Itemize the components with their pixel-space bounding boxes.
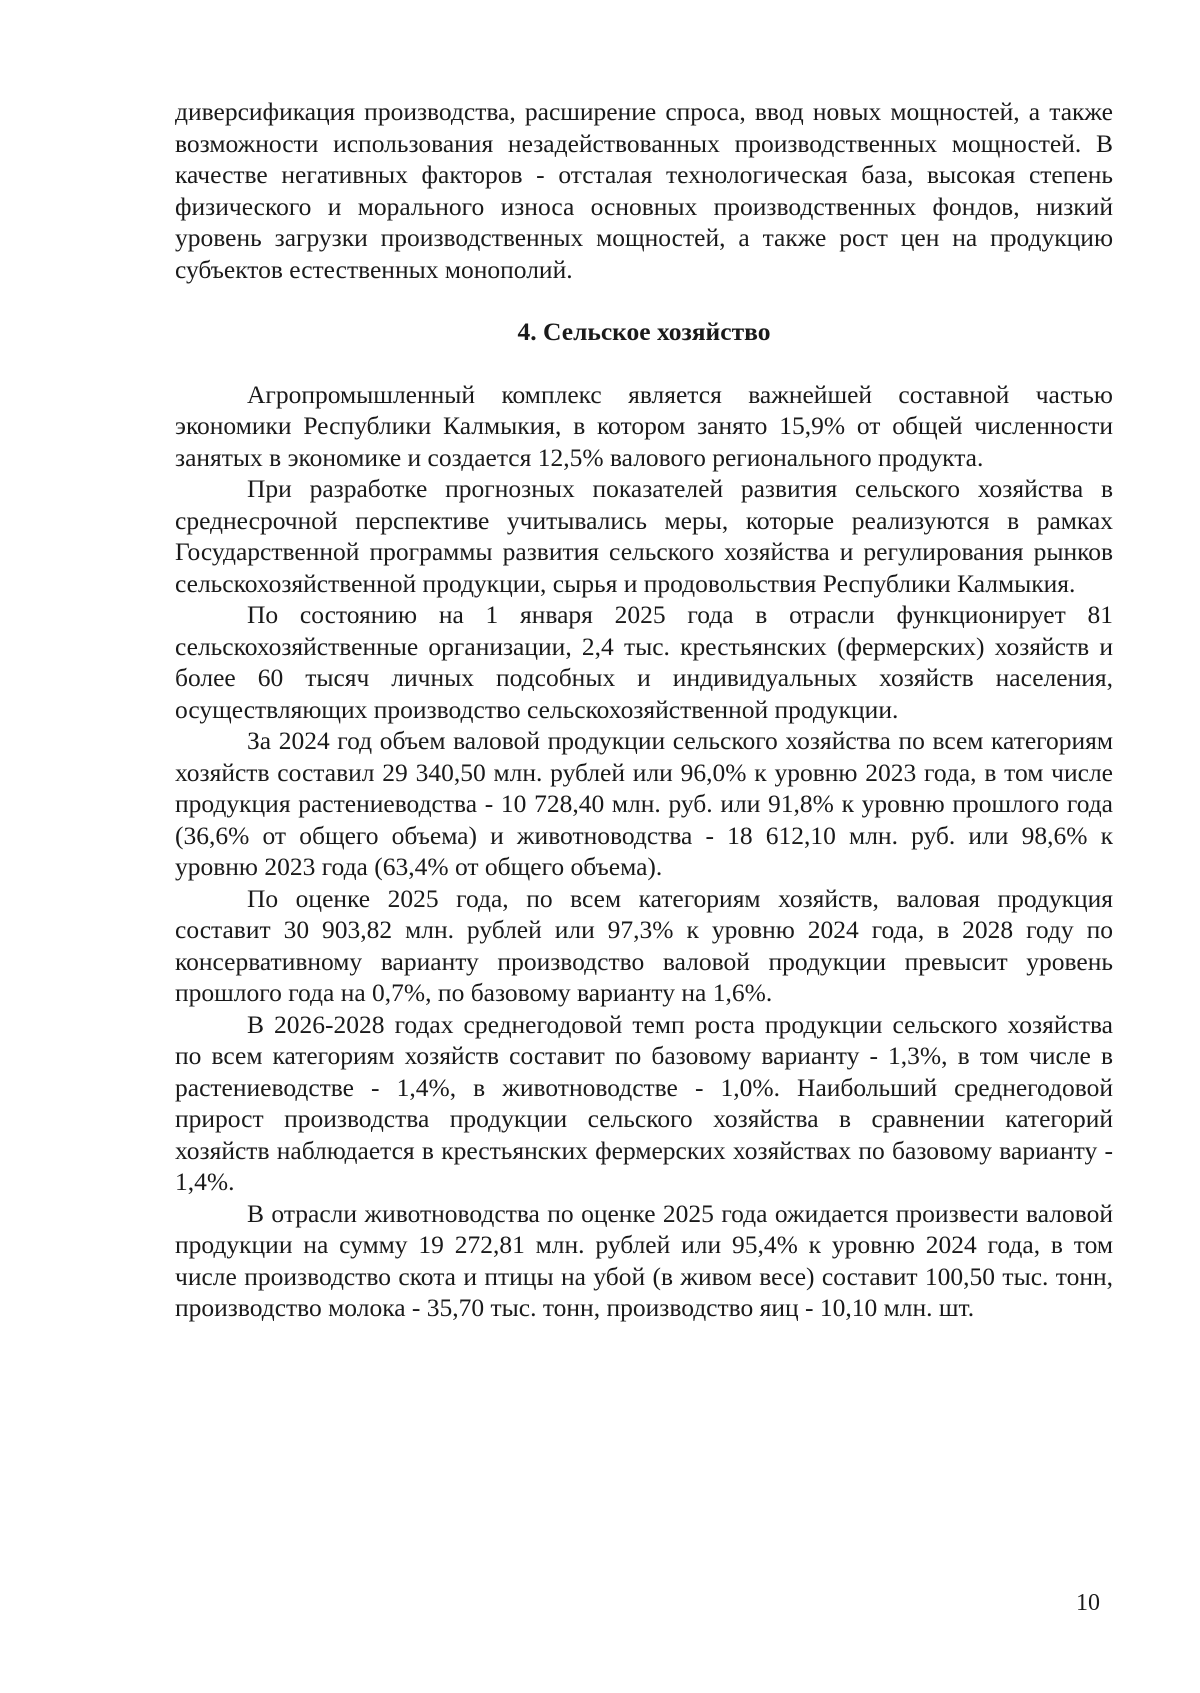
paragraph-estimate-2025: По оценке 2025 года, по всем категориям хозяйств, валовая продукция составит 30 903,82 млн. рублей или 97,3% к уровню 2024 года, в 2028 году по консервативному варианту производство валовой продукции превысит уровень прошлого года на 0,7%, по базовому варианту на 1,6%. bbox=[175, 883, 1113, 1007]
paragraph-forecast-measures: При разработке прогнозных показателей развития сельского хозяйства в среднесрочной перспективе учитывались меры, которые реализуются в рамках Государственной программы развития сельского хозяйства и регулирования рынков сельскохозяйственной продукции, сырья и продовольствия Республики Калмыкия. bbox=[175, 474, 1113, 598]
paragraph-gross-output-2024: За 2024 год объем валовой продукции сельского хозяйства по всем категориям хозяйств составил 29 340,50 млн. рублей или 96,0% к уровню 2023 года, в том числе продукция растениеводства - 10 728,40 млн. руб. или 91,8% к уровню прошлого года (36,6% от общего объема) и животноводства - 18 612,10 млн. руб. или 98,6% к уровню 2023 года (63,4% от общего объема). bbox=[175, 726, 1113, 881]
section-heading: 4. Сельское хозяйство bbox=[517, 317, 771, 346]
paragraph-organizations: По состоянию на 1 января 2025 года в отрасли функционирует 81 сельскохозяйственные организации, 2,4 тыс. крестьянских (фермерских) хозяйств и более 60 тысяч личных подсобных и индивидуальных хозяйств населения, осуществляющих производство сельскохозяйственной продукции. bbox=[175, 600, 1113, 724]
paragraph-livestock: В отрасли животноводства по оценке 2025 года ожидается произвести валовой продукции на сумму 19 272,81 млн. рублей или 95,4% к уровню 2024 года, в том числе производство скота и птицы на убой (в живом весе) составит 100,50 тыс. тонн, производство молока - 35,70 тыс. тонн, производство яиц - 10,10 млн. шт. bbox=[175, 1198, 1113, 1322]
page-number: 10 bbox=[1076, 1590, 1100, 1616]
paragraph-growth-2026-2028: В 2026-2028 годах среднегодовой темп роста продукции сельского хозяйства по всем категориям хозяйств составит по базовому варианту - 1,3%, в том числе в растениеводстве - 1,4%, в животноводстве - 1,0%. Наибольший среднегодовой прирост производства продукции сельского хозяйства в сравнении категорий хозяйств наблюдается в крестьянских фермерских хозяйствах по базовому варианту - 1,4%. bbox=[175, 1009, 1113, 1196]
paragraph-continued: диверсификация производства, расширение спроса, ввод новых мощностей, а также возможности использования незадействованных производственных мощностей. В качестве негативных факторов - отсталая технологическая база, высокая степень физического и морального износа основных производственных фондов, низкий уровень загрузки производственных мощностей, а также рост цен на продукцию субъектов естественных монополий. bbox=[175, 97, 1113, 284]
document-body bbox=[175, 96, 1113, 1324]
paragraph-agro-complex: Агропромышленный комплекс является важнейшей составной частью экономики Республики Калмыкия, в котором занято 15,9% от общей численности занятых в экономике и создается 12,5% валового регионального продукта. bbox=[175, 379, 1113, 472]
